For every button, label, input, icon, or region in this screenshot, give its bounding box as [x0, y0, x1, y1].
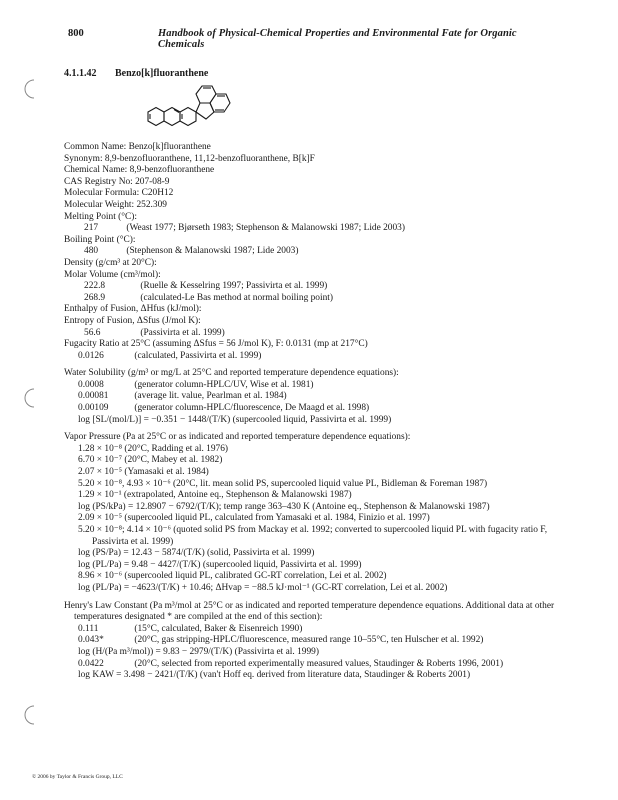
- molecular-weight: Molecular Weight: 252.309: [64, 199, 167, 210]
- vapor-pressure-row: log (PS/Pa) = 12.43 − 5874/(T/K) (solid, Passivirta et al. 1999): [78, 548, 315, 559]
- fugacity-label: Fugacity Ratio at 25°C (assuming ΔSfus = 56 J/mol K), F: 0.0131 (mp at 217°C): [64, 339, 368, 350]
- ring-b: [164, 108, 180, 126]
- ring-d: [196, 86, 216, 103]
- molecular-formula: Molecular Formula: C20H12: [64, 188, 174, 199]
- fugacity-row: [64, 351, 584, 363]
- henry-ref: (20°C, gas stripping-HPLC/fluorescence, measured range 10–55°C, ten Hulscher et al. 1992): [134, 635, 484, 646]
- water-solubility-equation: log [SL/(mol/L)] = −0.351 − 1448/(T/K) (supercooled liquid, Passivirta et al. 1999): [78, 414, 392, 425]
- boiling-point-label: Boiling Point (°C):: [64, 234, 136, 245]
- cas-number: CAS Registry No: 207-08-9: [64, 176, 170, 187]
- henry-row: [64, 670, 584, 682]
- section-title: Benzo[k]fluoranthene: [115, 68, 209, 79]
- henry-row: [64, 647, 584, 659]
- melting-point-label: Melting Point (°C):: [64, 211, 138, 222]
- vapor-pressure-row: 2.07 × 10⁻⁵ (Yamasaki et al. 1984): [78, 467, 209, 478]
- henry-ref: (15°C, calculated, Baker & Eisenreich 1990): [134, 623, 303, 634]
- vapor-pressure-row: 2.09 × 10⁻⁵ (supercooled liquid PL, calculated from Yamasaki et al. 1984, Finizio et al. 1997): [78, 513, 430, 524]
- binder-hole-bottom: [25, 706, 34, 724]
- melting-point-value: 217: [84, 223, 99, 234]
- entropy-row: [64, 328, 584, 340]
- water-solubility-ref: (generator column-HPLC/fluorescence, De Maagd et al. 1998): [134, 403, 370, 414]
- molar-volume-value: 268.9: [84, 292, 106, 303]
- water-solubility-row: [64, 403, 584, 415]
- water-solubility-label: Water Solubility (g/m³ or mg/L at 25°C and reported temperature dependence equations):: [64, 368, 399, 379]
- boiling-point-refs: (Stephenson & Malanowski 1987; Lide 2003): [126, 246, 299, 257]
- vapor-pressure-row: 5.20 × 10⁻⁸, 4.93 × 10⁻⁶ (20°C, lit. mean solid PS, supercooled liquid value PL, Bidleman & Foreman 1987): [78, 478, 488, 489]
- vapor-pressure-row: log (PL/Pa) = −4623/(T/K) + 10.46; ΔHvap = −88.5 kJ·mol⁻¹ (GC-RT correlation, Lei et al. 2002): [78, 582, 448, 593]
- chemical-name: Chemical Name: 8,9-benzofluoranthene: [64, 165, 215, 176]
- fugacity-value: 0.0126: [78, 350, 104, 361]
- melting-point-row: [64, 223, 584, 235]
- water-solubility-value: 0.00081: [78, 391, 109, 402]
- density-label: Density (g/cm³ at 20°C):: [64, 257, 157, 268]
- vapor-pressure-row: 1.29 × 10⁻¹ (extrapolated, Antoine eq., Stephenson & Malanowski 1987): [78, 490, 352, 501]
- henry-label: Henry's Law Constant (Pa m³/mol at 25°C or as indicated and reported temperature dependence equations. Additional data at other temperatures designated * are compiled at the end of this section):: [64, 600, 555, 623]
- henry-row: [64, 659, 584, 671]
- molar-volume-value: 222.8: [84, 281, 106, 292]
- enthalpy-label: Enthalpy of Fusion, ΔHfus (kJ/mol):: [64, 304, 202, 315]
- water-solubility-row: [64, 380, 584, 392]
- water-solubility-row: [64, 391, 584, 403]
- molar-volume-ref: (calculated-Le Bas method at normal boiling point): [140, 292, 333, 303]
- vapor-pressure-row: log (PS/kPa) = 12.8907 − 6792/(T/K); temp range 363–430 K (Antoine eq., Stephenson & Malanowski 1987): [78, 501, 490, 512]
- henry-row: [64, 624, 584, 636]
- copyright-footer: © 2006 by Taylor & Francis Group, LLC: [32, 774, 123, 780]
- henry-row: [64, 635, 584, 647]
- melting-point-refs: (Weast 1977; Bjørseth 1983; Stephenson & Malanowski 1987; Lide 2003): [126, 223, 405, 234]
- molar-volume-row: [64, 281, 584, 293]
- entropy-value: 56.6: [84, 327, 101, 338]
- chemical-structure-diagram: [140, 78, 240, 136]
- molar-volume-ref: (Ruelle & Kesselring 1997; Passivirta et al. 1999): [140, 281, 328, 292]
- henry-value: 0.0422: [78, 658, 104, 669]
- water-solubility-ref: (generator column-HPLC/UV, Wise et al. 1981): [134, 379, 314, 390]
- water-solubility-value: 0.0008: [78, 379, 104, 390]
- henry-value: 0.111: [78, 623, 99, 634]
- section-number: 4.1.1.42: [64, 68, 97, 79]
- common-name: Common Name: Benzo[k]fluoranthene: [64, 142, 211, 152]
- vapor-pressure-row: log (PL/Pa) = 9.48 − 4427/(T/K) (supercooled liquid, Passivirta et al. 1999): [78, 559, 362, 570]
- synonym: Synonym: 8,9-benzofluoranthene, 11,12-benzofluoranthene, B[k]F: [64, 153, 315, 164]
- boiling-point-row: [64, 246, 584, 258]
- henry-ref: (20°C, selected from reported experimentally measured values, Staudinger & Roberts 1996, 2001): [134, 658, 504, 669]
- page-number: 800: [68, 28, 84, 39]
- entropy-ref: (Passivirta et al. 1999): [140, 327, 225, 338]
- henry-value: 0.043*: [78, 635, 104, 646]
- binder-hole-middle: [25, 389, 34, 407]
- binder-hole-top: [25, 80, 34, 98]
- vapor-pressure-row: 8.96 × 10⁻⁶ (supercooled liquid PL, calibrated GC-RT correlation, Lei et al. 2002): [78, 571, 387, 582]
- henry-equation: log (H/(Pa m³/mol)) = 9.83 − 2979/(T/K) (Passivirta et al. 1999): [78, 646, 319, 657]
- water-solubility-value: 0.00109: [78, 403, 109, 414]
- entropy-label: Entropy of Fusion, ΔSfus (J/mol K):: [64, 315, 201, 326]
- vapor-pressure-row: 6.70 × 10⁻⁷ (20°C, Mabey et al. 1982): [78, 455, 223, 466]
- running-title: Handbook of Physical-Chemical Properties and Environmental Fate for Organic Chemicals: [158, 28, 517, 50]
- molar-volume-row: [64, 293, 584, 305]
- water-solubility-ref: (average lit. value, Pearlman et al. 1984): [134, 391, 287, 402]
- vapor-pressure-label: Vapor Pressure (Pa at 25°C or as indicated and reported temperature dependence equations):: [64, 432, 411, 443]
- henry-equation: log KAW = 3.498 − 2421/(T/K) (van't Hoff eq. derived from literature data, Staudinger & Roberts 2001): [78, 670, 471, 681]
- ring-e: [210, 94, 230, 112]
- vapor-pressure-row: 5.20 × 10⁻⁸; 4.14 × 10⁻⁶ (quoted solid PS from Mackay et al. 1992; converted to supercooled liquid PL with fugacity ratio F, Passivirta et al. 1999): [78, 525, 548, 547]
- molar-volume-label: Molar Volume (cm³/mol):: [64, 269, 161, 280]
- fugacity-ref: (calculated, Passivirta et al. 1999): [134, 350, 262, 361]
- property-list: [64, 142, 584, 682]
- vapor-pressure-row: 1.28 × 10⁻⁸ (20°C, Radding et al. 1976): [78, 443, 229, 454]
- boiling-point-value: 480: [84, 246, 99, 257]
